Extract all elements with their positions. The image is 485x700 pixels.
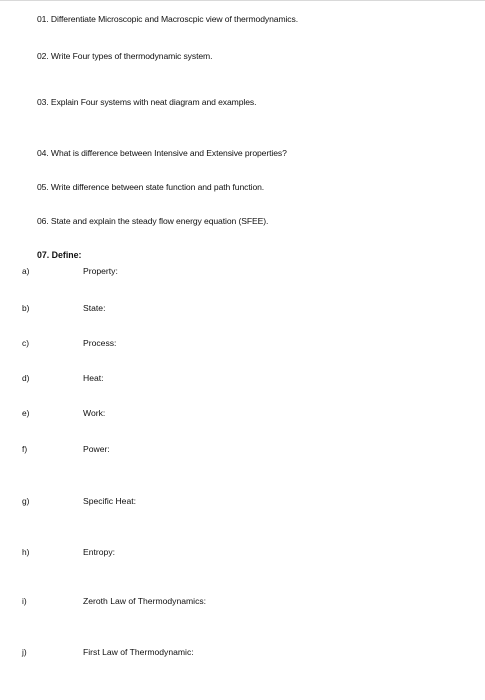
definition-term-process: Process: — [83, 338, 117, 348]
top-border — [0, 0, 485, 1]
definition-term-heat: Heat: — [83, 373, 104, 383]
question-5: 05. Write difference between state function and path function. — [37, 182, 265, 192]
definition-term-first-law: First Law of Thermodynamic: — [83, 647, 194, 657]
item-letter-a: a) — [22, 266, 30, 276]
definition-term-work: Work: — [83, 408, 106, 418]
definition-term-specific-heat: Specific Heat: — [83, 496, 137, 506]
item-letter-j: j) — [22, 647, 27, 657]
item-letter-g: g) — [22, 496, 30, 506]
question-6: 06. State and explain the steady flow energy equation (SFEE). — [37, 216, 269, 226]
definition-term-zeroth-law: Zeroth Law of Thermodynamics: — [83, 596, 207, 606]
item-letter-f: f) — [22, 444, 28, 454]
question-1: 01. Differentiate Microscopic and Macroscpic view of thermodynamics. — [37, 14, 298, 24]
definition-term-entropy: Entropy: — [83, 547, 116, 557]
definition-term-property: Property: — [83, 266, 118, 276]
item-letter-d: d) — [22, 373, 30, 383]
item-letter-c: c) — [22, 338, 29, 348]
definition-term-state: State: — [83, 303, 106, 313]
definition-term-power: Power: — [83, 444, 110, 454]
question-4: 04. What is difference between Intensive and Extensive properties? — [37, 148, 287, 158]
item-letter-h: h) — [22, 547, 30, 557]
question-3: 03. Explain Four systems with neat diagram and examples. — [37, 97, 257, 107]
item-letter-e: e) — [22, 408, 30, 418]
item-letter-b: b) — [22, 303, 30, 313]
item-letter-i: i) — [22, 596, 27, 606]
question-2: 02. Write Four types of thermodynamic system. — [37, 51, 213, 61]
define-heading: 07. Define: — [37, 250, 82, 260]
